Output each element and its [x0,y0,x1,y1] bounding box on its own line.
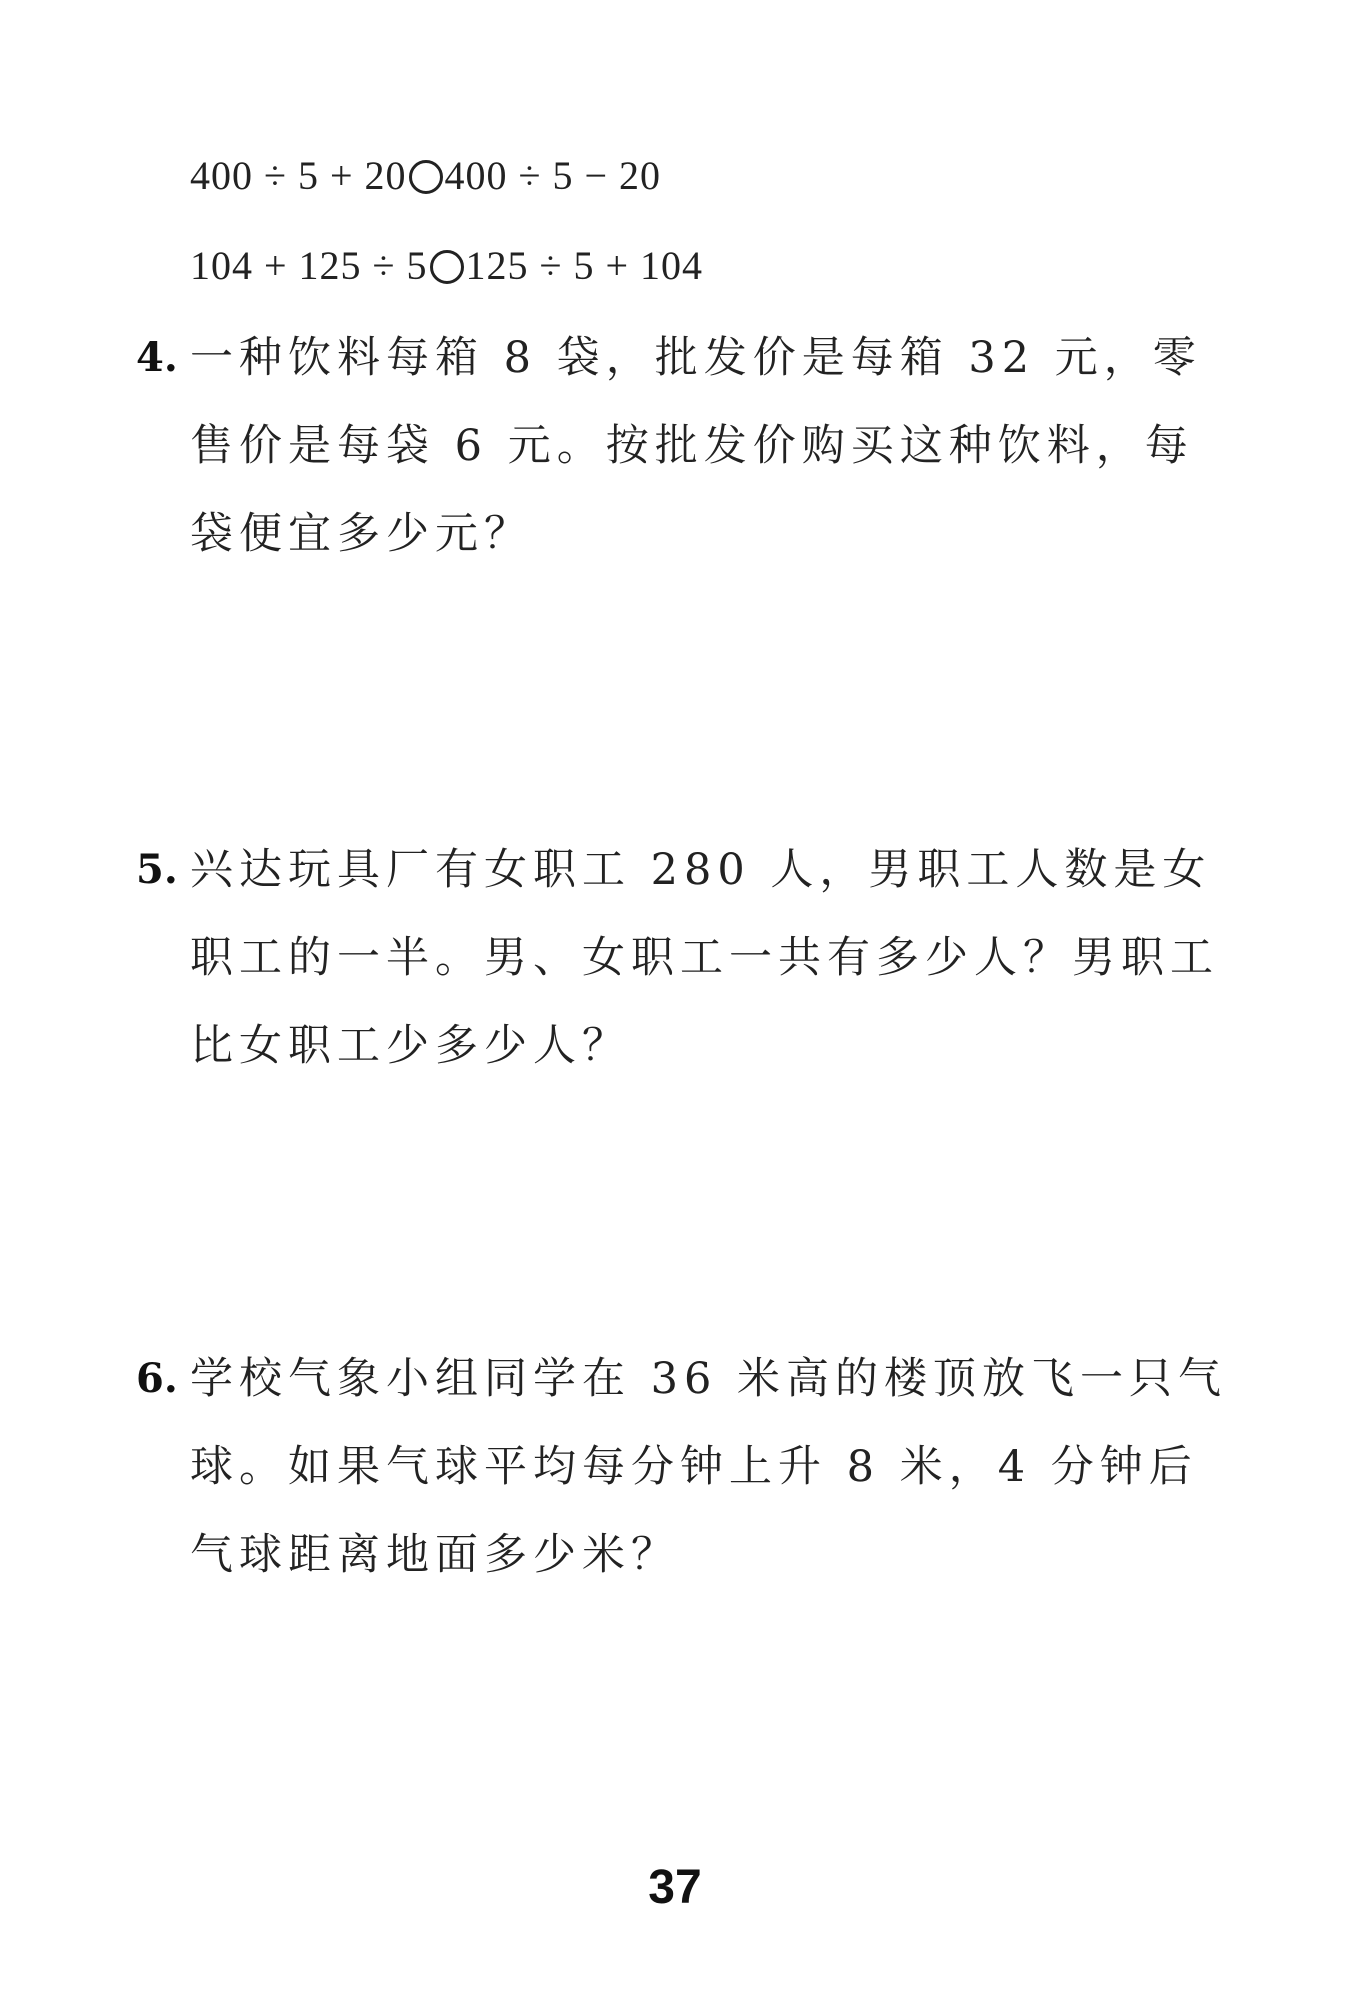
comparison-2-left: 104 + 125 ÷ 5 [190,243,428,288]
comparison-line-2 [190,240,703,292]
problem-text: 一种饮料每箱 8 袋，批发价是每箱 32 元，零售价是每袋 6 元。按批发价购买这种饮料，每袋便宜多少元？ [190,333,1202,559]
comparison-1-right: 400 ÷ 5 − 20 [444,153,662,198]
compare-circle-blank[interactable] [430,250,464,284]
problem-number: 5. [136,846,178,893]
page-number: 37 [648,1861,702,1914]
compare-circle-blank[interactable] [409,160,443,194]
comparison-line-1 [190,150,661,202]
problem-text: 学校气象小组同学在 36 米高的楼顶放飞一只气球。如果气球平均每分钟上升 8 米，4 分钟后气球距离地面多少米？ [190,1354,1228,1580]
comparison-1-left: 400 ÷ 5 + 20 [190,153,407,198]
problem-number: 6. [136,1355,178,1402]
problem-number: 4. [136,334,178,381]
problem-text: 兴达玩具厂有女职工 280 人，男职工人数是女职工的一半。男、女职工一共有多少人？男职工比女职工少多少人？ [190,845,1219,1071]
comparison-2-right: 125 ÷ 5 + 104 [465,243,704,288]
